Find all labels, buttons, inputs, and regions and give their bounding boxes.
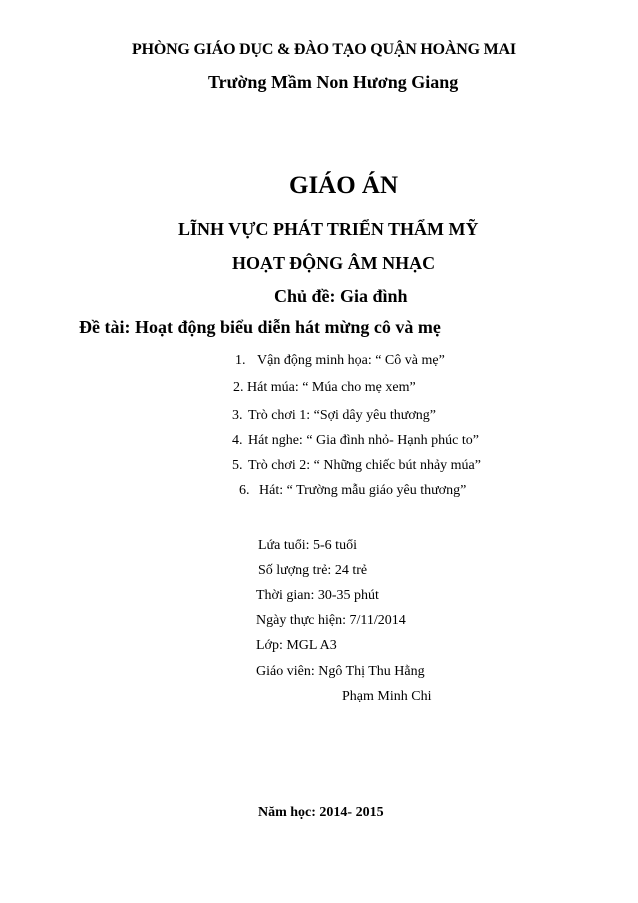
activity-text: Trò chơi 2: “ Những chiếc bút nhảy múa” (248, 458, 481, 473)
activity-number: 5. (232, 458, 243, 473)
activity-number: 6. (239, 483, 250, 498)
activity-item (232, 409, 436, 423)
activity-number: 2. (233, 380, 244, 395)
activity-number: 4. (232, 433, 243, 448)
teacher-secondary: Phạm Minh Chi (342, 689, 432, 704)
activity-item (239, 484, 466, 498)
teacher-info: Giáo viên: Ngô Thị Thu Hằng (256, 664, 425, 679)
activity-item (232, 434, 479, 448)
activity-number: 3. (232, 408, 243, 423)
activity-text: Vận động minh họa: “ Cô và mẹ” (257, 353, 445, 368)
activity-text: Hát nghe: “ Gia đình nhỏ- Hạnh phúc to” (248, 433, 479, 448)
duration-info: Thời gian: 30-35 phút (256, 588, 379, 603)
activity-item (233, 381, 416, 395)
age-info: Lứa tuổi: 5-6 tuổi (258, 538, 357, 553)
school-name: Trường Mầm Non Hương Giang (208, 72, 459, 92)
theme-heading: Chủ đề: Gia đình (274, 286, 408, 306)
activity-text: Hát múa: “ Múa cho mẹ xem” (247, 380, 416, 395)
class-info: Lớp: MGL A3 (256, 638, 337, 653)
activity-text: Hát: “ Trường mẫu giáo yêu thương” (259, 483, 467, 498)
school-year: Năm học: 2014- 2015 (258, 805, 384, 820)
activity-number: 1. (235, 353, 246, 368)
date-info: Ngày thực hiện: 7/11/2014 (256, 613, 406, 628)
topic-heading: Đề tài: Hoạt động biểu diễn hát mừng cô và mẹ (79, 317, 441, 337)
child-count-info: Số lượng trẻ: 24 trẻ (258, 563, 368, 578)
activity-text: Trò chơi 1: “Sợi dây yêu thương” (248, 408, 436, 423)
activity-item (235, 354, 445, 368)
activity-heading: HOẠT ĐỘNG ÂM NHẠC (232, 253, 436, 273)
department-heading: PHÒNG GIÁO DỤC & ĐÀO TẠO QUẬN HOÀNG MAI (132, 41, 516, 58)
document-title: GIÁO ÁN (289, 172, 399, 199)
field-heading: LĨNH VỰC PHÁT TRIỂN THẨM MỸ (178, 219, 479, 239)
activity-item (232, 459, 481, 473)
